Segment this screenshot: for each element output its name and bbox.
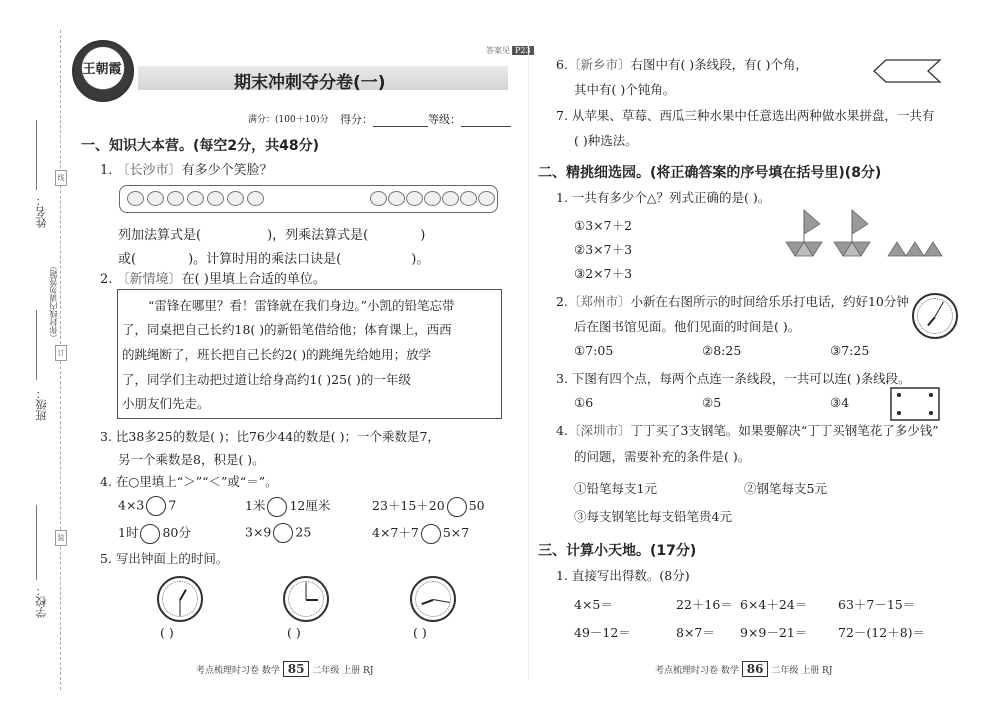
- school-field-line: [36, 505, 37, 580]
- choice-2-option-2[interactable]: ②8:25: [702, 343, 742, 358]
- hour-hand: [927, 316, 936, 326]
- calc-item[interactable]: 22＋16＝: [676, 597, 733, 612]
- clock-answer-3[interactable]: ( ): [413, 625, 427, 640]
- triangle-flags-figure: [782, 208, 947, 258]
- point: [929, 393, 933, 397]
- q4-prompt: 4. 在○里填上“＞”“＜”或“＝”。: [100, 474, 278, 489]
- answer-reference: 答案见 P23: [486, 45, 534, 56]
- class-label: 班级：: [35, 388, 48, 421]
- choice-1-option-3[interactable]: ③2×7＋3: [574, 266, 633, 281]
- calc-item[interactable]: 4×5＝: [574, 597, 613, 612]
- choice-1-option-1[interactable]: ①3×7＋2: [574, 218, 633, 233]
- arrow-shape-figure: [872, 58, 942, 84]
- point: [897, 411, 901, 415]
- compare-circle[interactable]: [447, 497, 467, 517]
- q3-line-2: 另一个乘数是8，积是( )。: [118, 452, 265, 467]
- page-divider: [528, 40, 529, 680]
- full-score: 满分：(100＋10)分: [248, 115, 329, 125]
- name-label: 姓名：: [35, 195, 48, 228]
- smiley-face-icon: [424, 191, 441, 206]
- school-label: 学校：: [35, 585, 48, 618]
- choice-1-question: 1. 一共有多少个△？列式正确的是( )。: [556, 190, 771, 205]
- arrow-shape-outline: [874, 60, 940, 82]
- q3-line-1: 3. 比38多25的数是( )；比76少44的数是( )；一个乘数是7，: [100, 429, 440, 444]
- smiley-face-icon: [388, 191, 405, 206]
- q2-prompt: 2. 〔新情境〕在( )里填上合适的单位。: [100, 272, 326, 287]
- brand-logo-text: 王朝霞: [82, 62, 122, 77]
- smiley-face-icon: [370, 191, 387, 206]
- calc-item[interactable]: 6×4＋24＝: [740, 597, 808, 612]
- hour-hand: [306, 599, 318, 601]
- name-field-line: [36, 120, 37, 190]
- smiley-face-icon: [207, 191, 224, 206]
- compare-1: 4×3 7: [118, 496, 176, 516]
- calc-item[interactable]: 9×9－21＝: [740, 625, 808, 640]
- clock-face-1: [157, 576, 203, 622]
- phone-time-clock: [912, 293, 958, 339]
- grade-label: 等级：: [428, 111, 511, 127]
- margin-box-bind: 装: [55, 530, 67, 546]
- score-label: 得分：: [340, 111, 428, 127]
- margin-box-line: 线: [55, 170, 67, 186]
- calc-item[interactable]: 72－(12＋8)＝: [838, 625, 926, 640]
- choice-3-option-3[interactable]: ③4: [830, 395, 850, 410]
- smiley-face-icon: [227, 191, 244, 206]
- footer-right: 考点梳理时习卷 数学 86 二年级 上册 RJ: [655, 662, 833, 676]
- choice-2-option-3[interactable]: ③7:25: [830, 343, 870, 358]
- q1-prompt: 1. 〔长沙市〕有多少个笑脸？: [100, 163, 273, 178]
- compare-circle[interactable]: [267, 497, 287, 517]
- q7-line-2: ( )种选法。: [574, 133, 638, 148]
- smiley-face-icon: [167, 191, 184, 206]
- section-2-heading: 二、精挑细选园。(将正确答案的序号填在括号里)(8分): [538, 165, 882, 181]
- smiley-face-icon: [187, 191, 204, 206]
- clock-face-3: [410, 576, 456, 622]
- smiley-face-icon: [127, 191, 144, 206]
- calc-item[interactable]: 49－12＝: [574, 625, 631, 640]
- paper-title: 期末冲刺夺分卷(一): [234, 73, 386, 93]
- q5-prompt: 5. 写出钟面上的时间。: [100, 551, 229, 566]
- smiley-face-icon: [460, 191, 477, 206]
- q1-line-1: 列加法算式是( )，列乘法算式是( ): [118, 228, 426, 243]
- calc-item[interactable]: 63＋7－15＝: [838, 597, 916, 612]
- smiley-face-icon: [247, 191, 264, 206]
- choice-2-option-1[interactable]: ①7:05: [574, 343, 614, 358]
- clock-face-2: [283, 576, 329, 622]
- class-field-line: [36, 310, 37, 380]
- compare-circle[interactable]: [140, 524, 160, 544]
- choice-3-option-1[interactable]: ①6: [574, 395, 594, 410]
- choice-1-option-2[interactable]: ②3×7＋3: [574, 242, 633, 257]
- choice-4-line-2: 的问题，需要补充的条件是( )。: [574, 449, 751, 464]
- compare-5: 3×9 25: [245, 523, 311, 543]
- q6-line-2: 其中有( )个钝角。: [574, 82, 676, 97]
- q7-line-1: 7. 从苹果、草莓、西瓜三种水果中任意选出两种做水果拼盘，一共有: [556, 108, 935, 123]
- minute-hand: [935, 302, 944, 317]
- compare-circle[interactable]: [421, 524, 441, 544]
- q6-line-1: 6.〔新乡市〕右图中有( )条线段，有( )个角，: [556, 57, 808, 72]
- compare-4: 1时 80分: [118, 523, 191, 544]
- no-answer-note: （你封线内请勿答题）: [49, 262, 58, 342]
- clock-answer-2[interactable]: ( ): [287, 625, 301, 640]
- story-line-4: 了，同学们主动把过道让给身高约1( )25( )的一年级: [122, 372, 411, 387]
- section-1-heading: 一、知识大本营。(每空2分，共48分): [81, 138, 320, 154]
- choice-3-question: 3. 下图有四个点，每两个点连一条线段，一共可以连( )条线段。: [556, 371, 911, 386]
- story-line-3: 的跳绳断了，班长把自己长约2( )的跳绳先给她用；放学: [122, 347, 432, 362]
- smiley-face-icon: [147, 191, 164, 206]
- compare-2: 1米 12厘米: [245, 496, 330, 517]
- minute-hand: [306, 583, 307, 600]
- compare-circle[interactable]: [273, 523, 293, 543]
- choice-4-option-1[interactable]: ①铅笔每支1元: [574, 481, 657, 496]
- smiley-face-icon: [442, 191, 459, 206]
- four-points-figure: [890, 387, 940, 421]
- calc-item[interactable]: 8×7＝: [676, 625, 715, 640]
- choice-4-option-2[interactable]: ②钢笔每支5元: [744, 481, 827, 496]
- story-line-1: “雷锋在哪里？看！雷锋就在我们身边。”小凯的铅笔忘带: [148, 298, 455, 313]
- q1-line-2: 或( )。计算时用的乘法口诀是( )。: [118, 252, 430, 267]
- point: [897, 393, 901, 397]
- margin-box-order: 订: [55, 345, 67, 361]
- frame: [891, 388, 939, 420]
- story-line-5: 小朋友们先走。: [122, 396, 210, 411]
- section-3-heading: 三、计算小天地。(17分): [538, 543, 697, 559]
- calc-question: 1. 直接写出得数。(8分): [556, 568, 690, 583]
- hour-hand: [421, 599, 433, 605]
- footer-left: 考点梳理时习卷 数学 85 二年级 上册 RJ: [196, 662, 374, 676]
- choice-4-line-1: 4.〔深圳市〕丁丁买了3支钢笔。如果要解决“丁丁买钢笔花了多少钱”: [556, 423, 939, 438]
- choice-2-line-2: 后在图书馆见面。他们见面的时间是( )。: [574, 319, 801, 334]
- minute-hand: [180, 600, 181, 617]
- choice-2-line-1: 2.〔郑州市〕小新在右图所示的时间给乐乐打电话，约好10分钟: [556, 294, 909, 309]
- choice-4-option-3[interactable]: ③每支钢笔比每支铅笔贵4元: [574, 509, 732, 524]
- compare-circle[interactable]: [146, 496, 166, 516]
- clock-answer-1[interactable]: ( ): [160, 625, 174, 640]
- minute-hand: [433, 599, 450, 603]
- smiley-face-icon: [478, 191, 495, 206]
- story-line-2: 了，同桌把自己长约18( )的新铅笔借给他；体育课上，西西: [122, 322, 452, 337]
- point: [929, 411, 933, 415]
- smiley-face-icon: [406, 191, 423, 206]
- choice-3-option-2[interactable]: ②5: [702, 395, 722, 410]
- compare-3: 23＋15＋20 50: [372, 496, 485, 517]
- compare-6: 4×7＋7 5×7: [372, 523, 469, 544]
